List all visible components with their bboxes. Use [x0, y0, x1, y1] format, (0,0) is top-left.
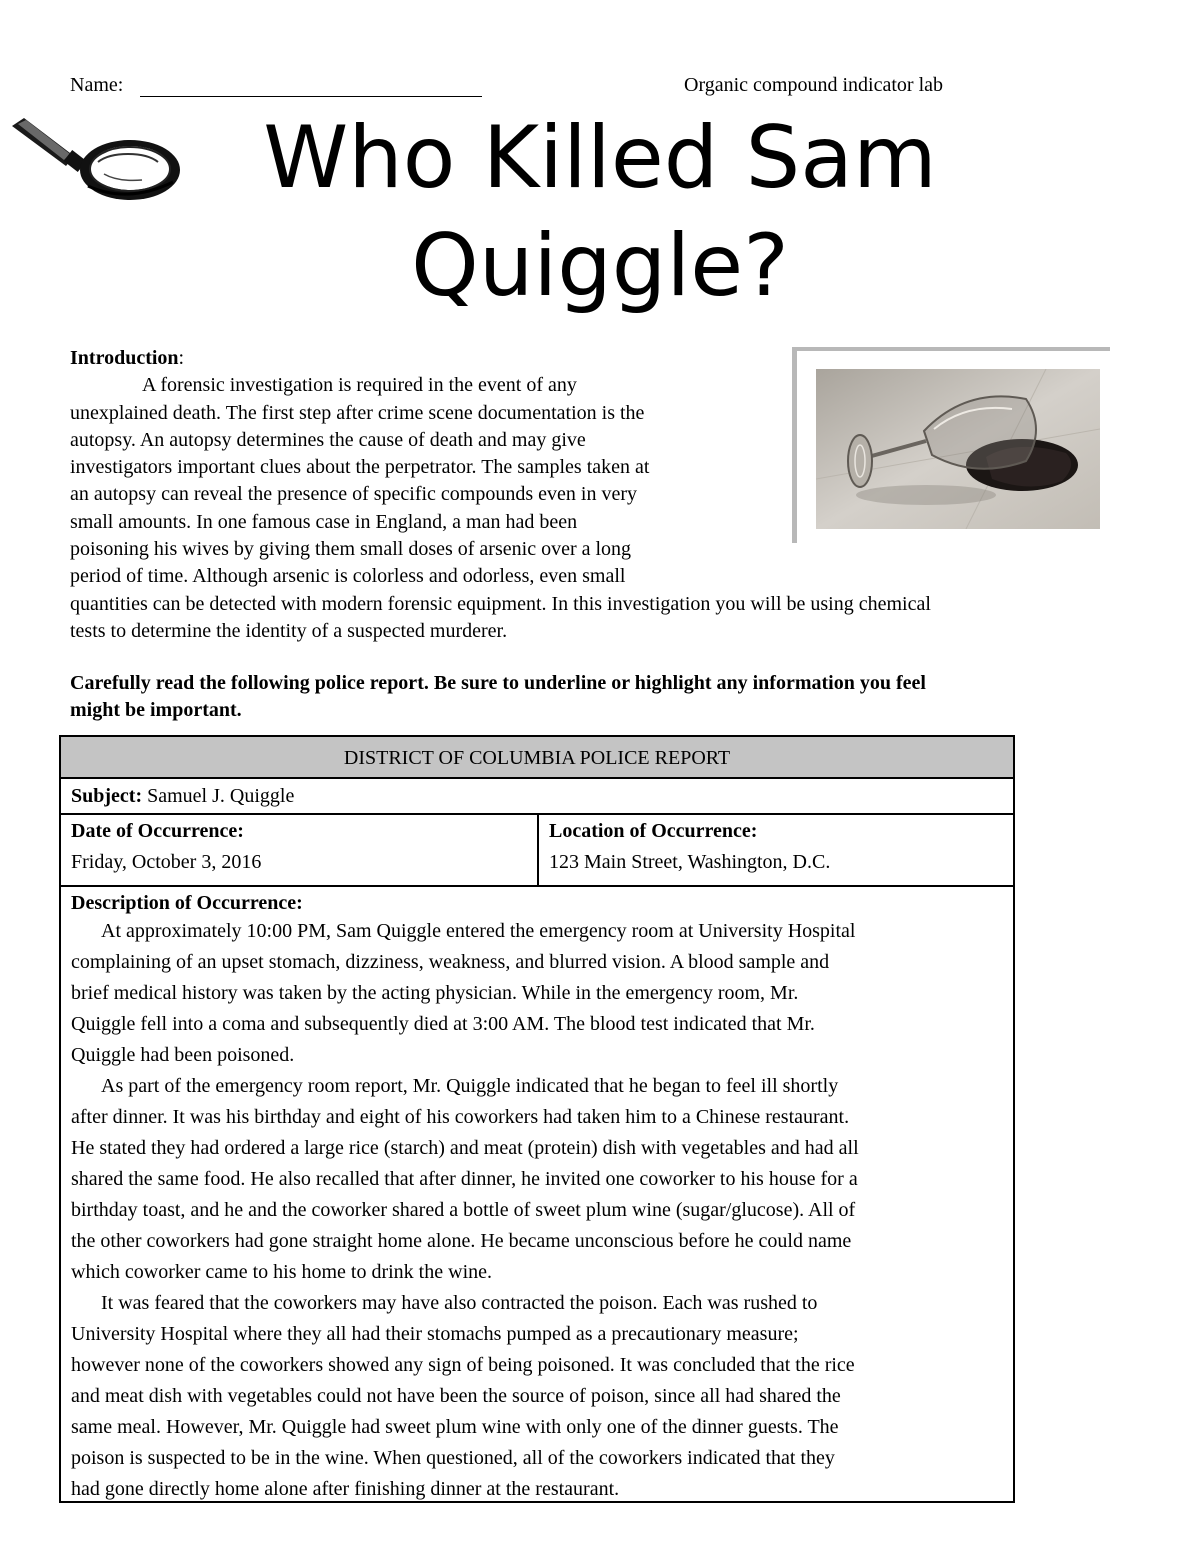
date-label: Date of Occurrence: — [71, 820, 244, 842]
introduction-body-continued — [70, 591, 1090, 646]
location-of-occurrence-cell — [539, 815, 1013, 887]
reading-instruction — [70, 670, 1100, 724]
location-value: 123 Main Street, Washington, D.C. — [549, 851, 831, 873]
intro-line: unexplained death. The first step after crime scene documentation is the — [70, 401, 645, 424]
title-line-1: Who Killed Sam — [263, 108, 937, 208]
intro-line: autopsy. An autopsy determines the cause of death and may give — [70, 428, 586, 451]
description-paragraph-1: At approximately 10:00 PM, Sam Quiggle entered the emergency room at University Hospital complaining of an upset stomach, dizziness, weakness, and blurred vision. A blood sample and brief medical history was taken by the acting physician. While in the emergency room, Mr. Quiggle fell into a coma and subsequently died at 3:00 AM. The blood test indicated that Mr. Quiggle had been poisoned. — [71, 920, 856, 1066]
introduction-heading — [70, 345, 1090, 372]
introduction-section — [70, 345, 1090, 645]
description-label: Description of Occurrence: — [71, 892, 303, 914]
intro-line: tests to determine the identity of a suspected murderer. — [70, 619, 508, 642]
intro-line: small amounts. In one famous case in England, a man had been — [70, 510, 578, 533]
police-report-table — [59, 735, 1015, 1503]
intro-line: quantities can be detected with modern forensic equipment. In this investigation you will be using chemical — [70, 592, 931, 615]
subject-row — [61, 779, 1013, 815]
introduction-heading-colon: : — [178, 347, 185, 369]
subject-label: Subject: — [71, 785, 143, 807]
instruction-line: Carefully read the following police report. Be sure to underline or highlight any information you feel — [70, 672, 926, 694]
page-title — [200, 104, 1000, 320]
description-of-occurrence-cell — [61, 887, 1013, 1505]
magnifying-glass-icon — [8, 112, 180, 204]
intro-line: investigators important clues about the perpetrator. The samples taken at — [70, 456, 650, 479]
subject-value: Samuel J. Quiggle — [147, 785, 295, 807]
police-report-title: DISTRICT OF COLUMBIA POLICE REPORT — [61, 737, 1013, 779]
intro-line: A forensic investigation is required in the event of any — [142, 374, 577, 397]
instruction-line: might be important. — [70, 699, 242, 721]
name-blank-line[interactable] — [140, 96, 482, 97]
description-paragraph-3: It was feared that the coworkers may have also contracted the poison. Each was rushed to University Hospital where they all had their stomachs pumped as a precautionary measure; however none of the coworkers showed any sign of being poisoned. It was concluded that the rice and meat dish with vegetables could not have been the source of poison, since all had shared the same meal. However, Mr. Quiggle had sweet plum wine with only one of the dinner guests. The poison is suspected to be in the wine. When questioned, all of the coworkers indicated that they had gone directly home alone after finishing dinner at the restaurant. — [71, 1292, 855, 1500]
date-of-occurrence-cell — [61, 815, 539, 887]
description-paragraph-2: As part of the emergency room report, Mr. Quiggle indicated that he began to feel ill shortly after dinner. It was his birthday and eight of his coworkers had taken him to a Chinese restaurant. He stated they had ordered a large rice (starch) and meat (protein) dish with vegetables and had all shared the same food. He also recalled that after dinner, he invited one coworker to his house for a birthday toast, and he and the coworker shared a bottle of sweet plum wine (sugar/glucose). All of the other coworkers had gone straight home alone. He became unconscious before he could name which coworker came to his home to drink the wine. — [71, 1075, 859, 1283]
date-value: Friday, October 3, 2016 — [71, 851, 262, 873]
lab-title-label: Organic compound indicator lab — [684, 74, 944, 96]
location-label: Location of Occurrence: — [549, 820, 758, 842]
introduction-heading-text: Introduction — [70, 347, 179, 369]
intro-line: period of time. Although arsenic is colorless and odorless, even small — [70, 565, 626, 588]
introduction-body — [70, 372, 755, 590]
intro-line: poisoning his wives by giving them small doses of arsenic over a long — [70, 538, 632, 561]
title-line-2: Quiggle? — [411, 216, 789, 316]
intro-line: an autopsy can reveal the presence of specific compounds even in very — [70, 483, 637, 506]
name-label: Name: — [70, 74, 124, 96]
